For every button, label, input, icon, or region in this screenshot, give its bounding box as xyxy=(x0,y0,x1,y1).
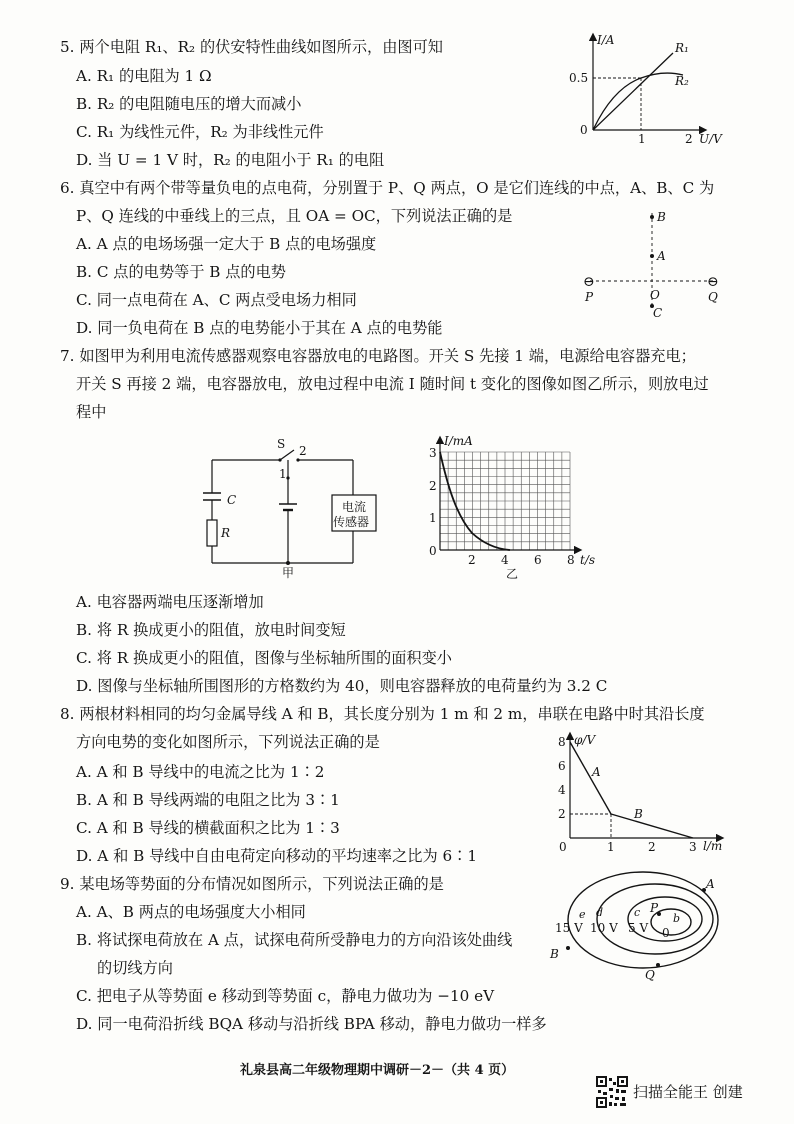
q5-x-tick-1: 1 xyxy=(638,132,646,146)
q7-circuit-caption: 甲 xyxy=(282,566,295,580)
q8-y-tick: 6 xyxy=(558,759,566,773)
q7-y-tick: 1 xyxy=(429,511,437,525)
q9-label-b: B xyxy=(550,947,559,961)
q7-x-tick: 8 xyxy=(567,553,575,567)
q8-stem-1: 8. 两根材料相同的均匀金属导线 A 和 B，其长度分别为 1 m 和 2 m，串联在电路中时其沿长度 xyxy=(60,705,705,723)
q8-label-b: B xyxy=(634,807,643,821)
q5-y-tick: 0.5 xyxy=(569,71,589,85)
q5-option-d: D. 当 U = 1 V 时，R₂ 的电阻小于 R₁ 的电阻 xyxy=(76,151,385,169)
q7-label-s: S xyxy=(277,437,286,451)
q6-charge-p: ⊖ xyxy=(583,274,595,290)
q6-stem-2: P、Q 连线的中垂线上的三点，且 OA = OC，下列说法正确的是 xyxy=(76,207,513,225)
q8-option-a: A. A 和 B 导线中的电流之比为 1∶2 xyxy=(76,763,325,781)
q7-discharge-graph xyxy=(420,432,595,582)
q9-option-a: A. A、B 两点的电场强度大小相同 xyxy=(76,903,306,921)
q5-r2-label: R₂ xyxy=(675,74,689,88)
q5-stem: 5. 两个电阻 R₁、R₂ 的伏安特性曲线如图所示，由图可知 xyxy=(60,38,443,56)
q5-option-b: B. R₂ 的电阻随电压的增大而减小 xyxy=(76,95,302,113)
q8-potential-graph xyxy=(550,728,735,858)
qr-code-icon xyxy=(596,1076,628,1108)
q7-label-c: C xyxy=(227,493,237,507)
q7-stem-2: 开关 S 再接 2 端，电容器放电，放电过程中电流 I 随时间 t 变化的图像如图乙所示，则放电过 xyxy=(76,375,709,393)
q8-y-tick: 8 xyxy=(558,735,566,749)
q9-label-c: c xyxy=(634,906,641,919)
q8-y-label: φ/V xyxy=(574,733,596,747)
page-footer: 礼泉县高二年级物理期中调研－2－（共 4 页） xyxy=(240,1063,515,1078)
q6-option-c: C. 同一点电荷在 A、C 两点受电场力相同 xyxy=(76,291,357,309)
q9-label-a: A xyxy=(706,877,715,891)
q7-y-tick: 2 xyxy=(429,479,437,493)
q7-sensor-label-2: 传感器 xyxy=(333,515,370,529)
q7-switch-pivot xyxy=(278,458,281,461)
q9-value-5v: 5 V xyxy=(628,921,649,935)
q7-stem-1: 7. 如图甲为利用电流传感器观察电容器放电的电路图。开关 S 先接 1 端，电源给电容器充电； xyxy=(60,347,696,365)
q6-label-a: A xyxy=(657,249,666,263)
q7-option-d: D. 图像与坐标轴所围图形的方格数约为 40，则电容器释放的电荷量约为 3.2 C xyxy=(76,677,608,695)
q5-x-tick-2: 2 xyxy=(685,132,693,146)
q7-x-tick: 2 xyxy=(468,553,476,567)
q7-option-c: C. 将 R 换成更小的阻值，图像与坐标轴所围的面积变小 xyxy=(76,649,452,667)
q9-value-10v: 10 V xyxy=(590,921,618,935)
q6-charge-q: ⊖ xyxy=(707,274,719,290)
scanner-watermark: 扫描全能王 创建 xyxy=(633,1083,743,1101)
q7-option-b: B. 将 R 换成更小的阻值，放电时间变短 xyxy=(76,621,346,639)
q9-option-b-2: 的切线方向 xyxy=(97,959,173,977)
q9-label-e: e xyxy=(579,908,586,921)
q8-y-tick: 2 xyxy=(558,807,566,821)
q9-equipotential-figure xyxy=(548,866,728,988)
q7-graph-caption: 乙 xyxy=(506,567,519,581)
q7-option-a: A. 电容器两端电压逐渐增加 xyxy=(76,593,264,611)
q9-surface-d xyxy=(597,884,713,954)
q8-x-tick: 2 xyxy=(648,840,656,854)
q7-junction xyxy=(286,561,290,565)
q6-label-p: P xyxy=(585,290,594,304)
q9-label-q: Q xyxy=(645,968,655,982)
q8-line-b xyxy=(611,814,693,838)
q7-sensor-label-1: 电流 xyxy=(342,500,367,514)
q5-x-label: U/V xyxy=(699,132,722,146)
q7-resistor xyxy=(207,520,217,546)
q6-label-c: C xyxy=(653,306,663,320)
q7-label-r: R xyxy=(221,526,231,540)
q8-x-tick: 0 xyxy=(559,840,567,854)
q8-option-d: D. A 和 B 导线中自由电荷定向移动的平均速率之比为 6∶1 xyxy=(76,847,477,865)
q8-x-label: l/m xyxy=(703,839,723,853)
q5-origin: 0 xyxy=(580,123,588,137)
q6-option-a: A. A 点的电场场强一定大于 B 点的电场强度 xyxy=(76,235,377,253)
q7-x-tick: 0 xyxy=(429,544,437,558)
q7-grid xyxy=(440,452,570,550)
q7-y-label: I/mA xyxy=(444,434,473,448)
q5-r1-label: R₁ xyxy=(675,41,689,55)
q9-label-d: d xyxy=(596,906,604,919)
q9-option-c: C. 把电子从等势面 e 移动到等势面 c，静电力做功为 −10 eV xyxy=(76,987,495,1005)
q7-switch-contact-2 xyxy=(296,458,299,461)
q8-y-tick: 4 xyxy=(558,783,566,797)
q5-y-label: I/A xyxy=(597,33,615,47)
q8-option-b: B. A 和 B 导线两端的电阻之比为 3∶1 xyxy=(76,791,340,809)
q7-switch-contact-1 xyxy=(286,476,289,479)
q8-stem-2: 方向电势的变化如图所示，下列说法正确的是 xyxy=(76,733,380,751)
q7-x-label: t/s xyxy=(580,553,596,567)
q5-r2-curve xyxy=(593,73,683,130)
q6-stem-1: 6. 真空中有两个带等量负电的点电荷，分别置于 P、Q 两点，O 是它们连线的中点，A、B、C 为 xyxy=(60,179,715,197)
q7-x-tick: 6 xyxy=(534,553,542,567)
q9-option-d: D. 同一电荷沿折线 BQA 移动与沿折线 BPA 移动，静电力做功一样多 xyxy=(76,1015,547,1033)
q7-circuit-figure xyxy=(195,437,370,580)
q8-label-a: A xyxy=(592,765,601,779)
q7-y-tick: 3 xyxy=(429,446,437,460)
q6-option-d: D. 同一负电荷在 B 点的电势能小于其在 A 点的电势能 xyxy=(76,319,443,337)
q6-charges-figure xyxy=(580,205,725,320)
q6-label-q: Q xyxy=(708,290,718,304)
q5-iv-graph xyxy=(569,30,735,155)
q8-x-tick: 1 xyxy=(607,840,615,854)
q9-point-q xyxy=(656,963,660,967)
q9-option-b-1: B. 将试探电荷放在 A 点，试探电荷所受静电力的方向沿该处曲线 xyxy=(76,931,513,949)
q5-option-a: A. R₁ 的电阻为 1 Ω xyxy=(76,67,212,85)
q8-line-a xyxy=(570,742,611,814)
q9-point-b xyxy=(566,946,570,950)
q8-x-tick: 3 xyxy=(689,840,697,854)
q5-option-c: C. R₁ 为线性元件，R₂ 为非线性元件 xyxy=(76,123,324,141)
q8-option-c: C. A 和 B 导线的横截面积之比为 1∶3 xyxy=(76,819,340,837)
q7-label-1: 1 xyxy=(279,467,287,481)
q9-value-15v: 15 V xyxy=(555,921,583,935)
q7-switch-blade xyxy=(280,450,294,460)
q7-stem-3: 程中 xyxy=(76,403,107,421)
q6-label-o: O xyxy=(650,288,660,302)
q9-label-p: P xyxy=(650,901,659,915)
q9-label-b-surface: b xyxy=(673,912,681,925)
q6-label-b: B xyxy=(657,210,666,224)
q7-label-2: 2 xyxy=(299,444,307,458)
q5-r1-line xyxy=(593,53,673,130)
q7-x-tick: 4 xyxy=(501,553,509,567)
q6-option-b: B. C 点的电势等于 B 点的电势 xyxy=(76,263,286,281)
q9-stem: 9. 某电场等势面的分布情况如图所示，下列说法正确的是 xyxy=(60,875,444,893)
q6-point-b xyxy=(650,215,654,219)
q9-value-0: 0 xyxy=(662,926,670,940)
q6-point-a xyxy=(650,254,654,258)
